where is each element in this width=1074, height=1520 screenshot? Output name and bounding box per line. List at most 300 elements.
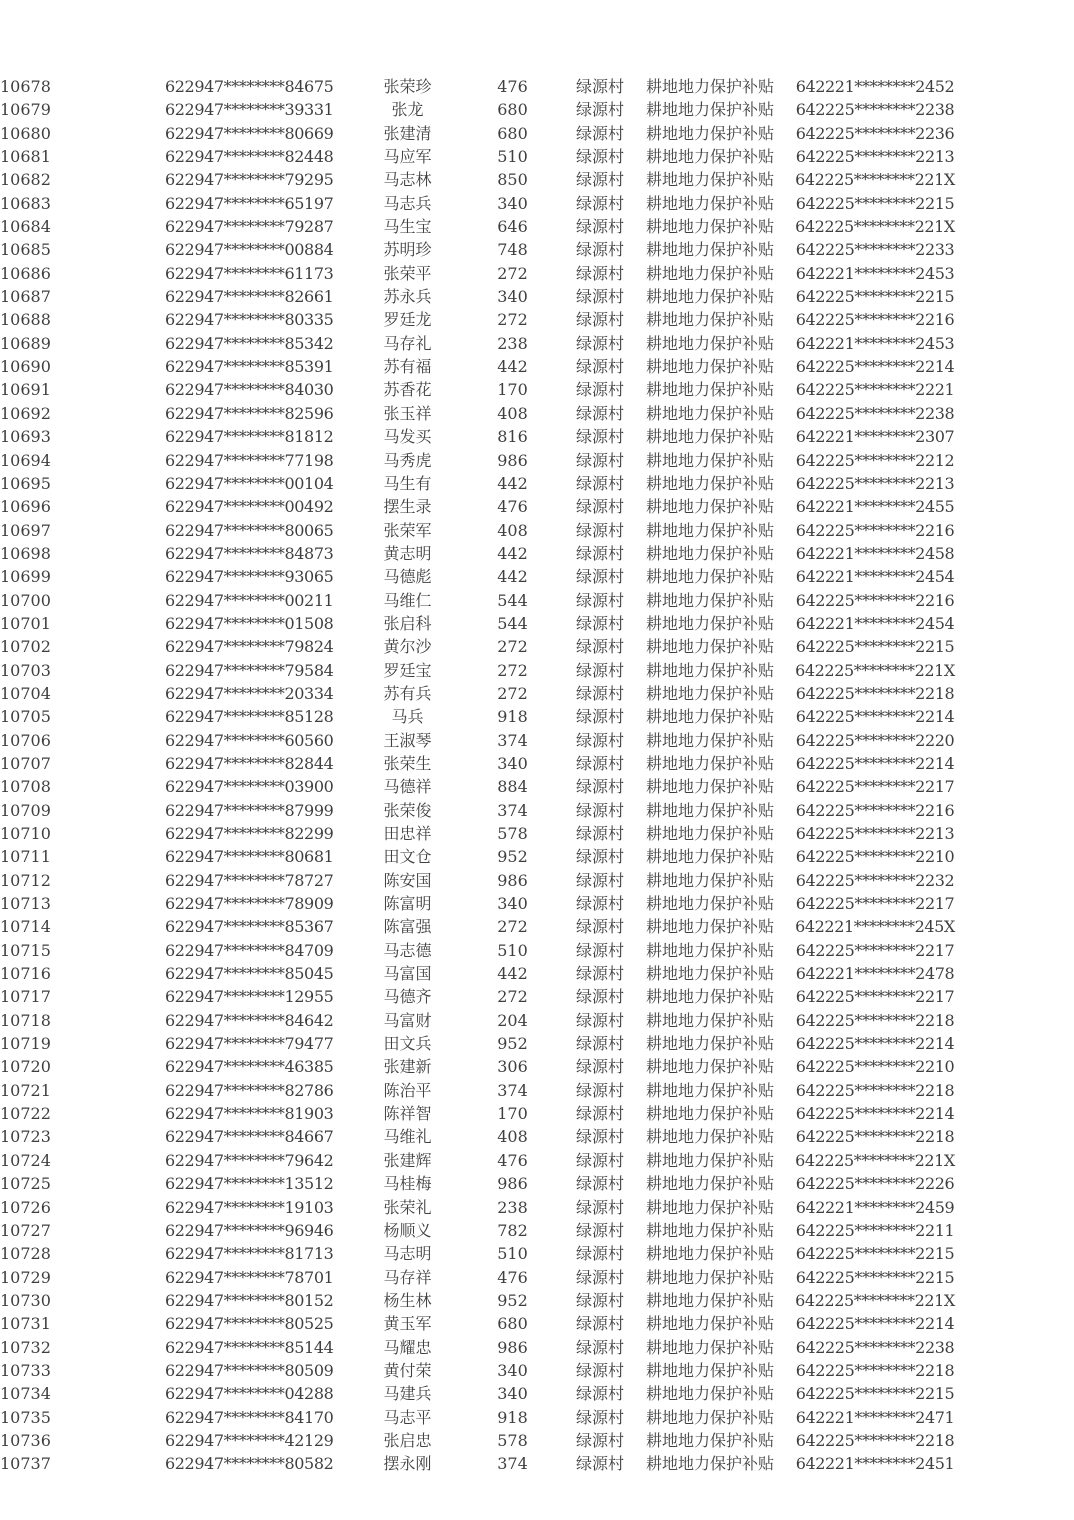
bank-card-number: 622947********19103	[165, 1197, 334, 1217]
row-number: 10703	[0, 660, 51, 680]
row-filler	[955, 192, 1074, 215]
row-filler	[955, 355, 1074, 378]
row-filler	[955, 75, 1074, 98]
id-number: 642225********2218	[795, 1127, 955, 1147]
subsidy-amount: 340	[497, 287, 528, 307]
recipient-name: 马德彪	[383, 567, 432, 587]
recipient-name: 黄志明	[383, 543, 432, 563]
table-row	[0, 192, 1074, 215]
village-name: 绿源村	[575, 683, 624, 703]
recipient-name: 马应军	[383, 147, 432, 167]
recipient-name: 杨顺义	[383, 1220, 432, 1240]
id-number: 642225********2217	[795, 940, 955, 960]
id-number: 642221********2454	[795, 613, 955, 633]
village-name: 绿源村	[575, 77, 624, 96]
row-number: 10691	[0, 380, 51, 400]
subsidy-amount: 476	[497, 497, 528, 517]
recipient-name: 马志明	[383, 1244, 432, 1264]
recipient-name: 马生有	[383, 473, 432, 493]
subsidy-amount: 442	[497, 357, 528, 377]
table-row	[0, 1242, 1074, 1265]
bank-card-number: 622947********84642	[165, 1010, 334, 1030]
table-row	[0, 449, 1074, 472]
bank-card-number: 622947********82299	[165, 824, 334, 843]
recipient-name: 马志兵	[383, 193, 432, 213]
table-row	[0, 145, 1074, 168]
table-row	[0, 425, 1074, 448]
id-number: 642225********221X	[795, 217, 955, 237]
id-number: 642225********2214	[795, 1034, 955, 1054]
row-filler	[955, 1336, 1074, 1359]
village-name: 绿源村	[575, 964, 624, 984]
recipient-name: 苏香花	[383, 380, 432, 400]
id-number: 642225********2215	[795, 1244, 955, 1264]
village-name: 绿源村	[575, 1034, 624, 1054]
village-name: 绿源村	[575, 1454, 624, 1474]
table-row	[0, 1219, 1074, 1242]
village-name: 绿源村	[575, 380, 624, 400]
id-number: 642225********2212	[795, 450, 955, 470]
row-filler	[955, 1102, 1074, 1125]
row-filler	[955, 799, 1074, 822]
id-number: 642225********2216	[795, 520, 955, 540]
row-number: 10690	[0, 357, 51, 377]
recipient-name: 摆永刚	[383, 1454, 432, 1474]
id-number: 642221********2471	[795, 1407, 955, 1427]
row-filler	[955, 285, 1074, 308]
subsidy-program: 耕地地力保护补贴	[645, 800, 774, 820]
bank-card-number: 622947********80681	[165, 847, 334, 867]
village-name: 绿源村	[575, 800, 624, 820]
row-number: 10717	[0, 987, 51, 1007]
table-row	[0, 939, 1074, 962]
table-row	[0, 542, 1074, 565]
subsidy-program: 耕地地力保护补贴	[645, 1454, 774, 1474]
subsidy-amount: 374	[497, 730, 528, 750]
recipient-name: 马桂梅	[383, 1174, 432, 1194]
subsidy-program: 耕地地力保护补贴	[645, 590, 774, 610]
row-filler	[955, 1429, 1074, 1452]
row-filler	[955, 308, 1074, 331]
village-name: 绿源村	[575, 1384, 624, 1404]
subsidy-amount: 408	[497, 1127, 528, 1147]
row-filler	[955, 145, 1074, 168]
row-number: 10724	[0, 1150, 51, 1170]
subsidy-program: 耕地地力保护补贴	[645, 613, 774, 633]
row-filler	[955, 1032, 1074, 1055]
row-number: 10730	[0, 1290, 51, 1310]
village-name: 绿源村	[575, 870, 624, 890]
village-name: 绿源村	[575, 1010, 624, 1030]
recipient-name: 张荣珍	[383, 77, 432, 96]
bank-card-number: 622947********85128	[165, 707, 334, 727]
village-name: 绿源村	[575, 1244, 624, 1264]
village-name: 绿源村	[575, 287, 624, 307]
subsidy-amount: 272	[497, 917, 528, 937]
village-name: 绿源村	[575, 1220, 624, 1240]
id-number: 642225********2238	[795, 1337, 955, 1357]
table-row	[0, 75, 1074, 98]
subsidy-amount: 816	[497, 427, 528, 447]
bank-card-number: 622947********20334	[165, 683, 334, 703]
subsidy-program: 耕地地力保护补贴	[645, 1384, 774, 1404]
bank-card-number: 622947********00104	[165, 473, 334, 493]
subsidy-program: 耕地地力保护补贴	[645, 987, 774, 1007]
subsidy-amount: 272	[497, 637, 528, 657]
subsidy-amount: 918	[497, 707, 528, 727]
recipient-name: 陈富强	[383, 917, 432, 937]
subsidy-amount: 442	[497, 473, 528, 493]
bank-card-number: 622947********81812	[165, 427, 334, 447]
recipient-name: 陈富明	[383, 894, 432, 914]
id-number: 642225********2213	[795, 473, 955, 493]
row-number: 10683	[0, 193, 51, 213]
village-name: 绿源村	[575, 497, 624, 517]
id-number: 642225********2217	[795, 894, 955, 914]
table-row	[0, 589, 1074, 612]
village-name: 绿源村	[575, 543, 624, 563]
village-name: 绿源村	[575, 707, 624, 727]
subsidy-amount: 476	[497, 77, 528, 96]
row-filler	[955, 1382, 1074, 1405]
recipient-name: 田文仓	[383, 847, 432, 867]
id-number: 642225********2218	[795, 683, 955, 703]
row-number: 10709	[0, 800, 51, 820]
recipient-name: 陈安国	[383, 870, 432, 890]
subsidy-amount: 918	[497, 1407, 528, 1427]
subsidy-amount: 442	[497, 567, 528, 587]
row-filler	[955, 1359, 1074, 1382]
row-number: 10714	[0, 917, 51, 937]
row-number: 10681	[0, 147, 51, 167]
village-name: 绿源村	[575, 333, 624, 353]
recipient-name: 马富国	[383, 964, 432, 984]
village-name: 绿源村	[575, 753, 624, 773]
subsidy-program: 耕地地力保护补贴	[645, 1174, 774, 1194]
subsidy-amount: 952	[497, 847, 528, 867]
subsidy-amount: 442	[497, 543, 528, 563]
subsidy-program: 耕地地力保护补贴	[645, 1314, 774, 1334]
recipient-name: 马志德	[383, 940, 432, 960]
row-filler	[955, 915, 1074, 938]
bank-card-number: 622947********87999	[165, 800, 334, 820]
subsidy-program: 耕地地力保护补贴	[645, 1034, 774, 1054]
recipient-name: 黄玉军	[383, 1314, 432, 1334]
subsidy-amount: 306	[497, 1057, 528, 1077]
row-number: 10728	[0, 1244, 51, 1264]
subsidy-amount: 340	[497, 1360, 528, 1380]
subsidy-amount: 374	[497, 1454, 528, 1474]
recipient-name: 张建新	[383, 1057, 432, 1077]
bank-card-number: 622947********84030	[165, 380, 334, 400]
row-filler	[955, 775, 1074, 798]
bank-card-number: 622947********80582	[165, 1454, 334, 1474]
row-number: 10733	[0, 1360, 51, 1380]
id-number: 642225********221X	[795, 1290, 955, 1310]
bank-card-number: 622947********04288	[165, 1384, 334, 1404]
id-number: 642221********2452	[795, 77, 955, 96]
bank-card-number: 622947********84675	[165, 77, 334, 96]
row-number: 10722	[0, 1104, 51, 1124]
village-name: 绿源村	[575, 170, 624, 190]
subsidy-program: 耕地地力保护补贴	[645, 240, 774, 260]
row-number: 10682	[0, 170, 51, 190]
row-number: 10731	[0, 1314, 51, 1334]
bank-card-number: 622947********65197	[165, 193, 334, 213]
row-number: 10694	[0, 450, 51, 470]
row-number: 10713	[0, 894, 51, 914]
subsidy-program: 耕地地力保护补贴	[645, 333, 774, 353]
subsidy-program: 耕地地力保护补贴	[645, 217, 774, 237]
subsidy-amount: 340	[497, 894, 528, 914]
subsidy-program: 耕地地力保护补贴	[645, 753, 774, 773]
village-name: 绿源村	[575, 1174, 624, 1194]
row-filler	[955, 472, 1074, 495]
village-name: 绿源村	[575, 263, 624, 283]
subsidy-program: 耕地地力保护补贴	[645, 637, 774, 657]
subsidy-program: 耕地地力保护补贴	[645, 567, 774, 587]
bank-card-number: 622947********80065	[165, 520, 334, 540]
row-number: 10693	[0, 427, 51, 447]
village-name: 绿源村	[575, 1080, 624, 1100]
subsidy-amount: 408	[497, 403, 528, 423]
row-filler	[955, 495, 1074, 518]
recipient-name: 苏永兵	[383, 287, 432, 307]
bank-card-number: 622947********77198	[165, 450, 334, 470]
subsidy-program: 耕地地力保护补贴	[645, 870, 774, 890]
id-number: 642225********2218	[795, 1010, 955, 1030]
subsidy-amount: 544	[497, 590, 528, 610]
table-row	[0, 915, 1074, 938]
subsidy-amount: 850	[497, 170, 528, 190]
table-row	[0, 122, 1074, 145]
row-filler	[955, 519, 1074, 542]
subsidy-amount: 340	[497, 1384, 528, 1404]
bank-card-number: 622947********80152	[165, 1290, 334, 1310]
row-filler	[955, 1406, 1074, 1429]
bank-card-number: 622947********00884	[165, 240, 334, 260]
table-row	[0, 682, 1074, 705]
subsidy-program: 耕地地力保护补贴	[645, 1057, 774, 1077]
row-filler	[955, 1055, 1074, 1078]
row-filler	[955, 682, 1074, 705]
row-filler	[955, 565, 1074, 588]
row-filler	[955, 1266, 1074, 1289]
row-number: 10699	[0, 567, 51, 587]
id-number: 642221********2453	[795, 263, 955, 283]
row-number: 10685	[0, 240, 51, 260]
table-row	[0, 1125, 1074, 1148]
village-name: 绿源村	[575, 637, 624, 657]
row-filler	[955, 892, 1074, 915]
bank-card-number: 622947********78727	[165, 870, 334, 890]
id-number: 642221********2451	[795, 1454, 955, 1474]
bank-card-number: 622947********79295	[165, 170, 334, 190]
subsidy-program: 耕地地力保护补贴	[645, 77, 774, 96]
row-number: 10707	[0, 753, 51, 773]
row-number: 10686	[0, 263, 51, 283]
recipient-name: 黄尔沙	[383, 637, 432, 657]
table-row	[0, 705, 1074, 728]
row-filler	[955, 1452, 1074, 1475]
subsidy-amount: 782	[497, 1220, 528, 1240]
row-filler	[955, 1009, 1074, 1032]
row-filler	[955, 589, 1074, 612]
table-row	[0, 1336, 1074, 1359]
bank-card-number: 622947********79642	[165, 1150, 334, 1170]
subsidy-program: 耕地地力保护补贴	[645, 894, 774, 914]
table-row	[0, 635, 1074, 658]
recipient-name: 马秀虎	[383, 450, 432, 470]
row-filler	[955, 752, 1074, 775]
id-number: 642225********2226	[795, 1174, 955, 1194]
recipient-name: 王淑琴	[383, 730, 432, 750]
recipient-name: 马建兵	[383, 1384, 432, 1404]
table-row	[0, 845, 1074, 868]
id-number: 642221********2454	[795, 567, 955, 587]
village-name: 绿源村	[575, 1407, 624, 1427]
bank-card-number: 622947********82786	[165, 1080, 334, 1100]
subsidy-amount: 884	[497, 777, 528, 797]
table-row	[0, 495, 1074, 518]
village-name: 绿源村	[575, 1104, 624, 1124]
row-filler	[955, 1149, 1074, 1172]
bank-card-number: 622947********82844	[165, 753, 334, 773]
row-filler	[955, 822, 1074, 845]
id-number: 642225********2210	[795, 847, 955, 867]
subsidy-program: 耕地地力保护补贴	[645, 497, 774, 517]
table-row	[0, 752, 1074, 775]
table-row	[0, 402, 1074, 425]
village-name: 绿源村	[575, 613, 624, 633]
bank-card-number: 622947********79584	[165, 660, 334, 680]
id-number: 642225********2214	[795, 1314, 955, 1334]
subsidy-program: 耕地地力保护补贴	[645, 1150, 774, 1170]
bank-card-number: 622947********84873	[165, 543, 334, 563]
table-body	[0, 75, 1074, 1476]
row-number: 10734	[0, 1384, 51, 1404]
table-row	[0, 869, 1074, 892]
row-number: 10736	[0, 1430, 51, 1450]
row-number: 10702	[0, 637, 51, 657]
row-filler	[955, 1289, 1074, 1312]
table-row	[0, 355, 1074, 378]
recipient-name: 马德齐	[383, 987, 432, 1007]
bank-card-number: 622947********84667	[165, 1127, 334, 1147]
subsidy-amount: 272	[497, 987, 528, 1007]
row-number: 10721	[0, 1080, 51, 1100]
subsidy-program: 耕地地力保护补贴	[645, 1244, 774, 1264]
table-row	[0, 1382, 1074, 1405]
recipient-name: 张玉祥	[383, 403, 432, 423]
subsidy-amount: 952	[497, 1290, 528, 1310]
village-name: 绿源村	[575, 427, 624, 447]
row-number: 10727	[0, 1220, 51, 1240]
id-number: 642221********245X	[795, 917, 955, 937]
village-name: 绿源村	[575, 1267, 624, 1287]
row-number: 10715	[0, 940, 51, 960]
table-row	[0, 1406, 1074, 1429]
bank-card-number: 622947********13512	[165, 1174, 334, 1194]
recipient-name: 张荣礼	[383, 1197, 432, 1217]
id-number: 642225********2233	[795, 240, 955, 260]
table-row	[0, 1102, 1074, 1125]
subsidy-amount: 578	[497, 824, 528, 843]
bank-card-number: 622947********82448	[165, 147, 334, 167]
bank-card-number: 622947********85391	[165, 357, 334, 377]
subsidy-program: 耕地地力保护补贴	[645, 1337, 774, 1357]
village-name: 绿源村	[575, 777, 624, 797]
village-name: 绿源村	[575, 917, 624, 937]
bank-card-number: 622947********01508	[165, 613, 334, 633]
row-filler	[955, 659, 1074, 682]
recipient-name: 苏有福	[383, 357, 432, 377]
subsidy-program: 耕地地力保护补贴	[645, 847, 774, 867]
subsidy-program: 耕地地力保护补贴	[645, 940, 774, 960]
table-row	[0, 1055, 1074, 1078]
table-row	[0, 1196, 1074, 1219]
village-name: 绿源村	[575, 473, 624, 493]
village-name: 绿源村	[575, 894, 624, 914]
bank-card-number: 622947********79477	[165, 1034, 334, 1054]
subsidy-program: 耕地地力保护补贴	[645, 427, 774, 447]
subsidy-amount: 408	[497, 520, 528, 540]
subsidy-amount: 272	[497, 660, 528, 680]
bank-card-number: 622947********00211	[165, 590, 334, 610]
subsidy-amount: 680	[497, 123, 528, 143]
recipient-name: 杨生林	[383, 1290, 432, 1310]
bank-card-number: 622947********78909	[165, 894, 334, 914]
id-number: 642225********2213	[795, 147, 955, 167]
row-number: 10725	[0, 1174, 51, 1194]
row-number: 10698	[0, 543, 51, 563]
row-filler	[955, 1079, 1074, 1102]
id-number: 642221********2478	[795, 964, 955, 984]
row-filler	[955, 449, 1074, 472]
row-filler	[955, 1125, 1074, 1148]
row-filler	[955, 542, 1074, 565]
bank-card-number: 622947********85045	[165, 964, 334, 984]
bank-card-number: 622947********84709	[165, 940, 334, 960]
village-name: 绿源村	[575, 824, 624, 843]
subsidy-amount: 476	[497, 1150, 528, 1170]
table-row	[0, 472, 1074, 495]
row-number: 10680	[0, 123, 51, 143]
id-number: 642225********2214	[795, 753, 955, 773]
village-name: 绿源村	[575, 193, 624, 213]
id-number: 642225********2214	[795, 357, 955, 377]
id-number: 642225********2211	[795, 1220, 955, 1240]
subsidy-program: 耕地地力保护补贴	[645, 917, 774, 937]
row-filler	[955, 238, 1074, 261]
subsidy-program: 耕地地力保护补贴	[645, 543, 774, 563]
row-filler	[955, 1312, 1074, 1335]
subsidy-amount: 544	[497, 613, 528, 633]
table-row	[0, 168, 1074, 191]
subsidy-program: 耕地地力保护补贴	[645, 777, 774, 797]
id-number: 642221********2453	[795, 333, 955, 353]
table-row	[0, 285, 1074, 308]
bank-card-number: 622947********61173	[165, 263, 334, 283]
subsidy-amount: 680	[497, 1314, 528, 1334]
subsidy-program: 耕地地力保护补贴	[645, 357, 774, 377]
table-row	[0, 1009, 1074, 1032]
bank-card-number: 622947********82661	[165, 287, 334, 307]
village-name: 绿源村	[575, 520, 624, 540]
recipient-name: 田忠祥	[383, 824, 432, 843]
row-number: 10735	[0, 1407, 51, 1427]
village-name: 绿源村	[575, 847, 624, 867]
